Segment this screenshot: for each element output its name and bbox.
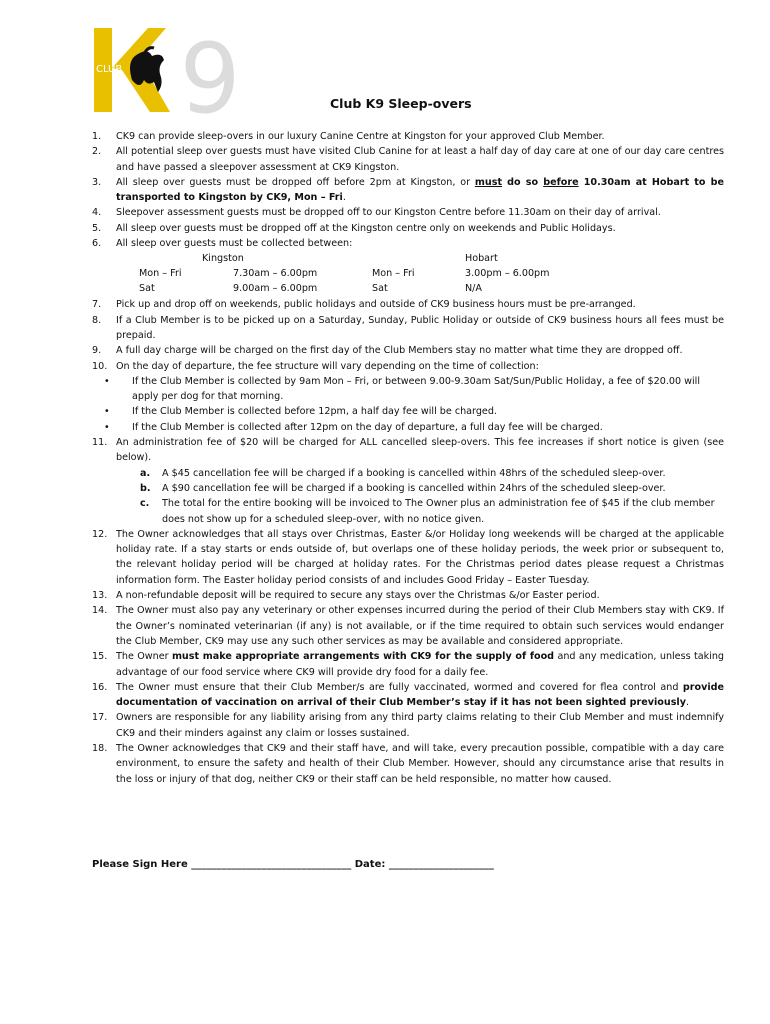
list-item: 7. Pick up and drop off on weekends, public holidays and outside of CK9 business hours must be pre-arranged. xyxy=(92,299,636,311)
club-k9-logo-graphic xyxy=(92,20,262,120)
bullet-item: • If the Club Member is collected after 12pm on the day of departure, a full day fee will be charged. xyxy=(104,421,603,433)
list-item: 13. A non-refundable deposit will be required to secure any stays over the Christmas &/or Easter period. xyxy=(92,590,600,602)
schedule-header-kingston: Kingston xyxy=(202,253,244,265)
list-item: 6. All sleep over guests must be collected between: xyxy=(92,238,353,250)
logo-nine-glyph: 9 xyxy=(179,23,241,120)
list-item: 5. All sleep over guests must be dropped off at the Kingston centre only on weekends and Public Holidays. xyxy=(92,222,616,234)
list-item: 9. A full day charge will be charged on the first day of the Club Members stay no matter what time they are dropped off. xyxy=(92,345,683,357)
signature-line xyxy=(92,859,494,870)
list-item: 12. The Owner acknowledges that all stays over Christmas, Easter &/or Holiday long weekends will be charged at the applicable holiday rate. If a stay starts or ends outside of, but overlaps one of these holiday periods, the week prior or subsequent to, the relevant holiday period will be charged at holiday rates. For the Christmas period dates please request a Christmas information form. The Easter holiday period consists of and includes Good Friday – Easter Tuesday. xyxy=(92,528,724,586)
sub-item: c. The total for the entire booking will be invoiced to The Owner plus an administration fee of $45 if the club member does not show up for a scheduled sleep-over, with no notice given. xyxy=(140,498,715,525)
logo-club-text: CLUB xyxy=(96,64,123,75)
list-item: 4. Sleepover assessment guests must be dropped off to our Kingston Centre before 11.30am on their day of arrival. xyxy=(92,207,661,219)
sign-label: Please Sign Here xyxy=(92,859,188,870)
schedule-header-hobart: Hobart xyxy=(465,253,498,265)
list-item: 11. An administration fee of $20 will be charged for ALL cancelled sleep-overs. This fee increases if short notice is given (see below). xyxy=(92,437,724,464)
terms-list xyxy=(92,129,724,787)
list-item: 16. The Owner must ensure that their Club Member/s are fully vaccinated, wormed and covered for flea control and provide documentation of vaccination on arrival of their Club Member’s stay if it has not been sighted previously. xyxy=(92,681,724,709)
list-item: 14. The Owner must also pay any veterinary or other expenses incurred during the period of their Club Members stay with CK9. If the Owner’s nominated veterinarian (if any) is not available, or if the time required to obtain such services would endanger the Club Member, CK9 may use any such other services as may be available and considered appropriate. xyxy=(92,605,724,647)
collection-schedule: Kingston Hobart Mon – Fri 7.30am – 6.00pm Mon – Fri 3.00pm – 6.00pm Sat 9.00am – 6.00pm Sat N/A xyxy=(139,253,550,295)
list-item: 17. Owners are responsible for any liability arising from any third party claims relating to their Club Member and must indemnify CK9 and their minders against any claim or losses sustained. xyxy=(92,712,724,739)
list-item: 3. All sleep over guests must be dropped off before 2pm at Kingston, or must do so before 10.30am at Hobart to be transported to Kingston by CK9, Mon – Fri. xyxy=(92,176,724,204)
signature-field[interactable]: ________________________________ xyxy=(191,859,352,870)
club-k9-logo xyxy=(92,20,262,120)
bullet-item: • If the Club Member is collected before 12pm, a half day fee will be charged. xyxy=(104,406,497,418)
list-item: 1. CK9 can provide sleep-overs in our luxury Canine Centre at Kingston for your approved Club Member. xyxy=(92,131,605,142)
list-item: 2. All potential sleep over guests must have visited Club Canine for at least a half day of day care at one of our day care centres and have passed a sleepover assessment at CK9 Kingston. xyxy=(92,146,724,173)
list-item: 8. If a Club Member is to be picked up on a Saturday, Sunday, Public Holiday or outside of CK9 business hours all fees must be prepaid. xyxy=(92,314,724,341)
bullet-item: • If the Club Member is collected by 9am Mon – Fri, or between 9.00-9.30am Sat/Sun/Public Holiday, a fee of $20.00 will apply per dog for that morning. xyxy=(104,375,700,403)
list-item: 18. The Owner acknowledges that CK9 and their staff have, and will take, every precaution possible, compatible with a day care environment, to ensure the safety and health of their Club Member. However, should any circumstance arise that results in the loss or injury of that dog, neither CK9 or their staff can be held responsible, no matter how caused. xyxy=(92,742,724,785)
list-item: 10. On the day of departure, the fee structure will vary depending on the time of collection: xyxy=(92,360,539,372)
date-label: Date: xyxy=(354,859,386,870)
list-item: 15. The Owner must make appropriate arrangements with CK9 for the supply of food and any medication, unless taking advantage of our food service where CK9 will provide dry food for a daily fee. xyxy=(92,651,724,678)
sub-item: a. A $45 cancellation fee will be charged if a booking is cancelled within 48hrs of the scheduled sleep-over. xyxy=(140,467,666,479)
sub-item: b. A $90 cancellation fee will be charged if a booking is cancelled within 24hrs of the scheduled sleep-over. xyxy=(140,482,666,494)
page-title: Club K9 Sleep-overs xyxy=(330,96,472,111)
date-field[interactable]: _____________________ xyxy=(388,859,494,870)
